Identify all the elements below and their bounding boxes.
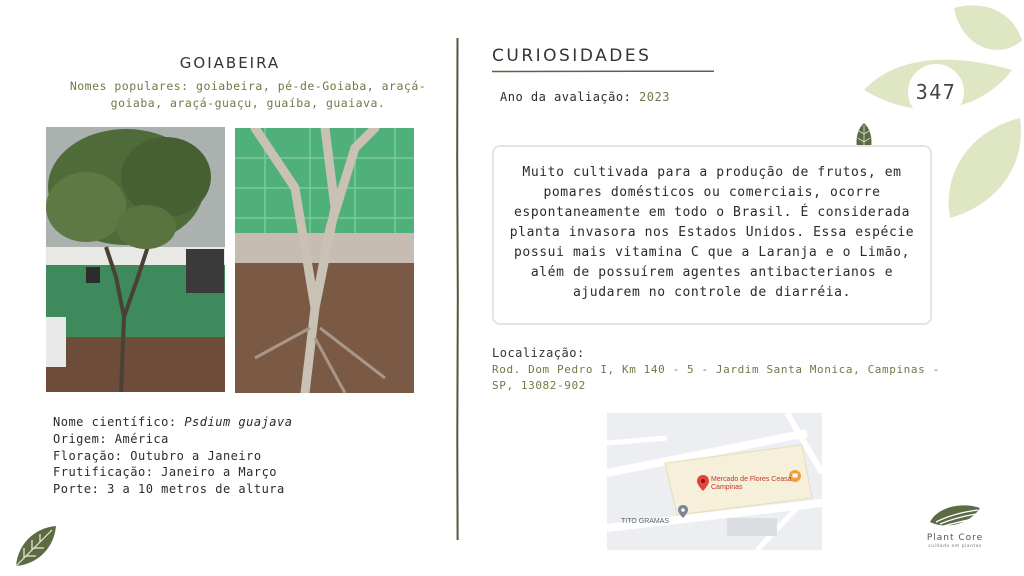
trunk-photo <box>235 128 414 393</box>
poi-pin-icon <box>678 505 688 518</box>
location-address: Rod. Dom Pedro I, Km 140 - 5 - Jardim Santa Monica, Campinas - SP, 13082-902 <box>492 363 940 392</box>
curiosities-text-box: Muito cultivada para a produção de frutos, em pomares domésticos ou comerciais, ocorre espontaneamente em todo o Brasil. É considerada planta invasora nos Estados Unidos. Essa espécie possui mais vitamina C que a Laranja e o Limão, além de possuírem agentes antibacterianos e ajudarem no controle de diarréia. <box>492 145 932 325</box>
curiosities-heading: CURIOSIDADES <box>492 46 652 66</box>
plant-number: 347 <box>908 64 964 120</box>
fact-origin: Origem: América <box>53 431 169 446</box>
map-poi-label: TITO GRAMAS <box>621 518 670 525</box>
fact-flowering: Floração: Outubro a Janeiro <box>53 448 262 463</box>
fact-scientific-name: Nome científico: Psdium guajava <box>53 415 293 429</box>
location-label: Localização: <box>492 346 585 360</box>
leaf-icon <box>12 522 60 570</box>
map-place-label: Mercado de Flores Ceasa Campinas <box>711 476 792 491</box>
year-value: 2023 <box>639 90 670 104</box>
logo-name: Plant Core <box>926 533 984 543</box>
fact-fruiting: Frutificação: Janeiro a Março <box>53 465 278 480</box>
popular-names: Nomes populares: goiabeira, pé-de-Goiaba, araçá-goiaba, araçá-guaçu, guaíba, guaiava. <box>69 79 427 110</box>
plant-title: GOIABEIRA <box>179 54 281 72</box>
logo-tagline: cuidado em plantas <box>928 544 982 549</box>
plant-facts <box>53 414 292 498</box>
column-divider <box>456 38 459 540</box>
tree-photo <box>46 127 225 392</box>
plant-core-logo-icon <box>928 502 982 532</box>
map-pin-icon <box>697 475 709 491</box>
location-map[interactable] <box>607 413 822 550</box>
evaluation-year: Ano da avaliação: 2023 <box>500 90 670 104</box>
heading-underline <box>492 70 714 73</box>
scientific-name-value: Psdium guajava <box>184 415 293 429</box>
fact-size: Porte: 3 a 10 metros de altura <box>53 482 285 497</box>
